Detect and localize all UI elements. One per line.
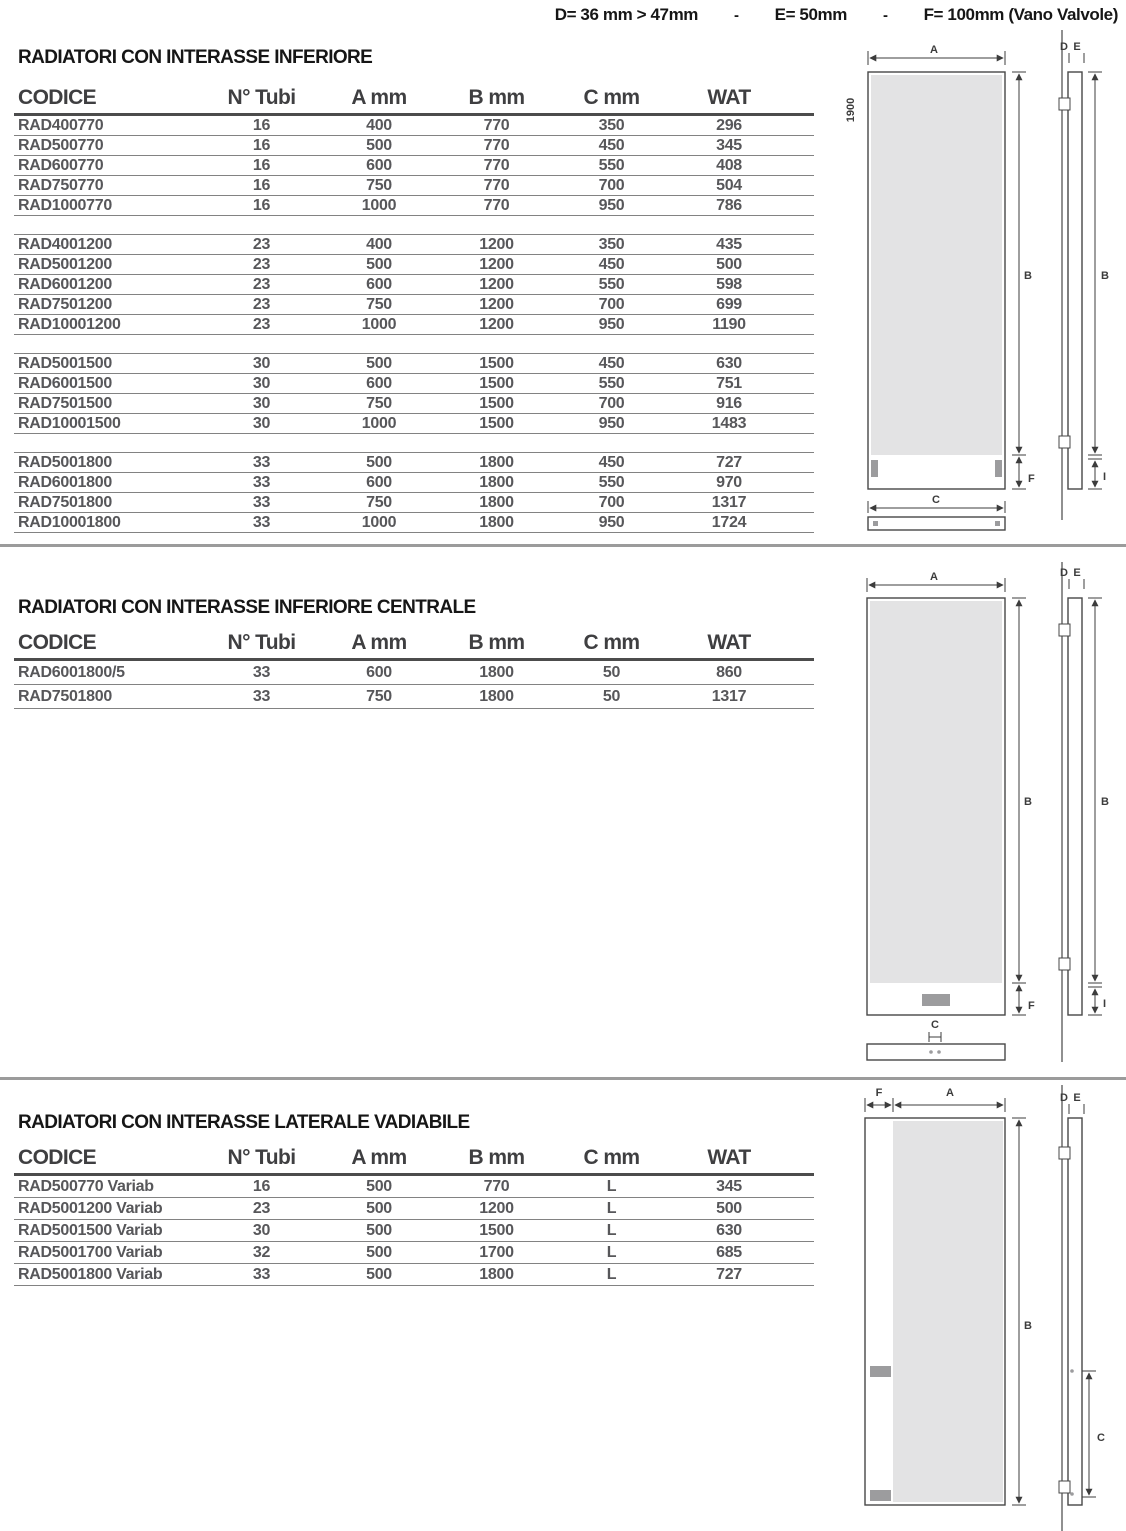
valve-connector-right (995, 460, 1002, 477)
value-cell: 500 (366, 255, 392, 273)
codice-cell: RAD10001800 (18, 513, 121, 531)
value-cell: 23 (252, 255, 271, 273)
label-c: C (931, 1019, 939, 1031)
value-cell: 1000 (361, 196, 397, 214)
value-cell: 30 (252, 1221, 271, 1239)
label-e: E (1073, 41, 1081, 53)
value-cell: 500 (716, 255, 742, 273)
value-cell: 550 (598, 275, 625, 293)
value-cell: 550 (598, 374, 625, 392)
value-cell: 1800 (479, 453, 514, 471)
value-cell: 16 (252, 156, 271, 174)
col-header-cmm: C mm (583, 86, 640, 109)
value-cell: 600 (366, 473, 392, 491)
value-cell: 1800 (479, 473, 514, 491)
col-header-amm: A mm (351, 86, 407, 109)
table-group (14, 661, 814, 709)
col-header-wat: WAT (707, 1146, 751, 1169)
col-header-bmm: B mm (468, 1146, 525, 1169)
value-cell: L (606, 1243, 617, 1261)
label-b-side: B (1101, 270, 1109, 282)
note-d-spec: D= 36 mm > 47mm (554, 5, 699, 24)
value-cell: 1200 (479, 255, 514, 273)
table-row (14, 136, 814, 156)
note-e-spec: E= 50mm (774, 5, 847, 24)
table-row (14, 1198, 814, 1220)
value-cell: L (606, 1221, 617, 1239)
side-view (1068, 72, 1082, 489)
bottom-connector-right (995, 521, 1000, 526)
codice-cell: RAD4001200 (18, 235, 112, 253)
value-cell: 16 (252, 196, 271, 214)
value-cell: 699 (716, 295, 742, 313)
value-cell: 1724 (711, 513, 747, 531)
table-group (14, 452, 814, 533)
table-row (14, 1242, 814, 1264)
value-cell: 500 (366, 354, 392, 372)
label-c: C (932, 494, 940, 506)
codice-cell: RAD6001200 (18, 275, 112, 293)
label-e: E (1073, 1092, 1081, 1104)
col-header-amm: A mm (351, 631, 407, 654)
value-cell: 50 (602, 663, 621, 681)
table-group (14, 116, 814, 216)
radiator-diagram-centrale (840, 558, 1126, 1070)
value-cell: 1500 (479, 374, 514, 392)
codice-cell: RAD5001800 (18, 453, 112, 471)
value-cell: 630 (716, 1221, 742, 1239)
codice-cell: RAD5001700 Variab (18, 1243, 163, 1261)
value-cell: 350 (598, 116, 625, 134)
table-row (14, 493, 814, 513)
value-cell: 1317 (711, 687, 747, 705)
section-title-inferiore: RADIATORI CON INTERASSE INFERIORE (18, 47, 373, 68)
codice-cell: RAD5001500 (18, 354, 112, 372)
value-cell: 750 (366, 394, 392, 412)
table-row (14, 414, 814, 434)
label-c: C (1097, 1432, 1105, 1444)
note-separator: - (734, 6, 739, 24)
col-header-cmm: C mm (583, 631, 640, 654)
table-row (14, 315, 814, 335)
table-header-laterale (14, 1143, 814, 1176)
label-f: F (1028, 1000, 1035, 1012)
value-cell: 33 (252, 473, 271, 491)
value-cell: 350 (598, 235, 625, 253)
col-header-wat: WAT (707, 86, 751, 109)
value-cell: 1700 (479, 1243, 514, 1261)
codice-cell: RAD7501800 (18, 493, 112, 511)
table-row (14, 513, 814, 533)
note-f-spec: F= 100mm (Vano Valvole) (923, 5, 1118, 24)
value-cell: 408 (716, 156, 742, 174)
valve-connector-lower (870, 1490, 891, 1501)
value-cell: 860 (716, 663, 742, 681)
value-cell: 950 (598, 414, 625, 432)
value-cell: 751 (716, 374, 742, 392)
codice-cell: RAD400770 (18, 116, 104, 134)
value-cell: 1200 (479, 275, 514, 293)
value-cell: 1200 (479, 1199, 514, 1217)
value-cell: 770 (483, 116, 510, 134)
label-b-front: B (1024, 796, 1032, 808)
value-cell: 30 (252, 354, 271, 372)
value-cell: 1200 (479, 295, 514, 313)
value-cell: 16 (252, 116, 271, 134)
wall-bracket-bottom (1059, 1481, 1070, 1493)
codice-cell: RAD600770 (18, 156, 104, 174)
radiator-panel (871, 75, 1002, 455)
table-row (14, 1264, 814, 1286)
value-cell: 700 (598, 394, 625, 412)
col-header-bmm: B mm (468, 86, 525, 109)
table-row (14, 1220, 814, 1242)
codice-cell: RAD10001500 (18, 414, 121, 432)
table-row (14, 235, 814, 255)
label-a: A (930, 571, 938, 583)
value-cell: 1500 (479, 414, 514, 432)
table-row (14, 295, 814, 315)
table-row (14, 661, 814, 685)
value-cell: 1800 (479, 663, 514, 681)
radiator-diagram-inferiore (840, 30, 1126, 545)
bottom-connector-left (873, 521, 878, 526)
value-cell: 32 (252, 1243, 271, 1261)
value-cell: 750 (366, 176, 392, 194)
codice-cell: RAD6001500 (18, 374, 112, 392)
value-cell: 727 (716, 453, 742, 471)
bottom-connector-central (937, 1050, 941, 1054)
value-cell: 1500 (479, 394, 514, 412)
value-cell: 435 (716, 235, 742, 253)
value-cell: 630 (716, 354, 742, 372)
label-b: B (1024, 1320, 1032, 1332)
value-cell: 1200 (479, 315, 514, 333)
value-cell: 700 (598, 493, 625, 511)
table-row (14, 374, 814, 394)
table-row (14, 275, 814, 295)
col-header-bmm: B mm (468, 631, 525, 654)
value-cell: 30 (252, 374, 271, 392)
table-body-centrale (14, 661, 814, 709)
value-cell: 1500 (479, 1221, 514, 1239)
value-cell: 33 (252, 687, 271, 705)
value-cell: 950 (598, 196, 625, 214)
side-view (1068, 1118, 1082, 1505)
value-cell: 770 (483, 1177, 510, 1195)
value-cell: 600 (366, 374, 392, 392)
value-cell: 50 (602, 687, 621, 705)
value-cell: 750 (366, 295, 392, 313)
table-row (14, 116, 814, 136)
value-cell: 500 (366, 1265, 392, 1283)
table-row (14, 685, 814, 709)
value-cell: 23 (252, 315, 271, 333)
value-cell: 16 (252, 136, 271, 154)
table-body-inferiore (14, 116, 814, 533)
value-cell: 1000 (361, 513, 397, 531)
value-cell: 1500 (479, 354, 514, 372)
codice-cell: RAD1000770 (18, 196, 112, 214)
label-e: E (1073, 567, 1081, 579)
value-cell: 1800 (479, 1265, 514, 1283)
value-cell: 23 (252, 1199, 271, 1217)
value-cell: 33 (252, 453, 271, 471)
valve-connector-upper (870, 1366, 891, 1377)
value-cell: 500 (366, 1199, 392, 1217)
value-cell: 500 (366, 453, 392, 471)
col-header-ntubi: N° Tubi (227, 631, 296, 654)
value-cell: 770 (483, 196, 510, 214)
value-cell: 1800 (479, 687, 514, 705)
value-cell: 770 (483, 156, 510, 174)
codice-cell: RAD10001200 (18, 315, 121, 333)
value-cell: 550 (598, 473, 625, 491)
codice-cell: RAD7501200 (18, 295, 112, 313)
bottom-view (868, 517, 1005, 530)
table-group (14, 353, 814, 434)
section-title-centrale: RADIATORI CON INTERASSE INFERIORE CENTRALE (18, 597, 476, 618)
label-f: F (875, 1087, 883, 1099)
codice-cell: RAD7501500 (18, 394, 112, 412)
codice-cell: RAD5001800 Variab (18, 1265, 163, 1283)
label-d: D (1060, 41, 1068, 53)
table-row (14, 196, 814, 216)
value-cell: 16 (252, 1177, 271, 1195)
value-cell: 786 (716, 196, 742, 214)
label-total-height: 1900 (845, 97, 857, 123)
value-cell: 23 (252, 235, 271, 253)
col-header-wat: WAT (707, 631, 751, 654)
value-cell: 600 (366, 156, 392, 174)
side-view (1068, 598, 1082, 1015)
value-cell: 970 (716, 473, 742, 491)
wall-bracket-bottom (1059, 958, 1070, 970)
codice-cell: RAD6001800 (18, 473, 112, 491)
value-cell: 1800 (479, 493, 514, 511)
value-cell: 1190 (712, 315, 746, 333)
value-cell: 296 (716, 116, 742, 134)
codice-cell: RAD5001200 (18, 255, 112, 273)
value-cell: 598 (716, 275, 742, 293)
codice-cell: RAD7501800 (18, 687, 112, 705)
value-cell: L (606, 1177, 617, 1195)
value-cell: 1000 (361, 414, 397, 432)
value-cell: 950 (598, 315, 625, 333)
value-cell: 33 (252, 1265, 271, 1283)
value-cell: 16 (252, 176, 271, 194)
codice-cell: RAD500770 Variab (18, 1177, 154, 1195)
table-body-laterale (14, 1176, 814, 1286)
value-cell: 450 (598, 354, 625, 372)
col-header-ntubi: N° Tubi (227, 86, 296, 109)
codice-cell: RAD750770 (18, 176, 104, 194)
label-d: D (1060, 1092, 1068, 1104)
label-i: I (1103, 998, 1107, 1010)
bottom-connector-central (929, 1050, 933, 1054)
table-row (14, 176, 814, 196)
value-cell: 600 (366, 275, 392, 293)
value-cell: 685 (716, 1243, 742, 1261)
table-row (14, 473, 814, 493)
value-cell: 30 (252, 414, 271, 432)
table-row (14, 255, 814, 275)
section-separator (0, 544, 1126, 547)
label-a: A (930, 44, 938, 56)
value-cell: L (606, 1199, 617, 1217)
table-row (14, 354, 814, 374)
value-cell: 550 (598, 156, 625, 174)
label-b-front: B (1024, 270, 1032, 282)
value-cell: 504 (716, 176, 742, 194)
value-cell: 450 (598, 136, 625, 154)
section-separator (0, 1077, 1126, 1080)
codice-cell: RAD500770 (18, 136, 104, 154)
value-cell: 500 (366, 1221, 392, 1239)
value-cell: 400 (366, 116, 392, 134)
bottom-view (867, 1044, 1005, 1060)
valve-connector-central (922, 994, 950, 1006)
value-cell: 770 (483, 176, 510, 194)
value-cell: 916 (716, 394, 742, 412)
col-header-ntubi: N° Tubi (227, 1146, 296, 1169)
value-cell: 750 (366, 687, 392, 705)
value-cell: 1483 (711, 414, 747, 432)
col-header-codice: CODICE (18, 1146, 97, 1169)
table-group (14, 1176, 814, 1286)
col-header-codice: CODICE (18, 631, 97, 654)
wall-bracket-bottom (1059, 436, 1070, 448)
table-row (14, 1176, 814, 1198)
table-header-centrale (14, 628, 814, 661)
value-cell: 600 (366, 663, 392, 681)
codice-cell: RAD6001800/5 (18, 663, 125, 681)
table-header-inferiore (14, 83, 814, 116)
label-a: A (946, 1087, 954, 1099)
label-b-side: B (1101, 796, 1109, 808)
table-row (14, 453, 814, 473)
value-cell: 500 (366, 136, 392, 154)
radiator-diagram-laterale (840, 1085, 1126, 1531)
value-cell: 33 (252, 663, 271, 681)
section-title-laterale: RADIATORI CON INTERASSE LATERALE VADIABILE (18, 1112, 470, 1133)
radiator-panel (870, 601, 1002, 983)
value-cell: 1200 (479, 235, 514, 253)
value-cell: 1800 (479, 513, 514, 531)
value-cell: 23 (252, 275, 271, 293)
table-row (14, 156, 814, 176)
value-cell: L (606, 1265, 617, 1283)
wall-bracket-top (1059, 624, 1070, 636)
value-cell: 500 (716, 1199, 742, 1217)
valve-connector-left (871, 460, 878, 477)
label-f: F (1028, 473, 1035, 485)
col-header-amm: A mm (351, 1146, 407, 1169)
codice-cell: RAD5001200 Variab (18, 1199, 163, 1217)
value-cell: 1317 (711, 493, 747, 511)
wall-bracket-top (1059, 98, 1070, 110)
value-cell: 400 (366, 235, 392, 253)
codice-cell: RAD5001500 Variab (18, 1221, 163, 1239)
value-cell: 750 (366, 493, 392, 511)
wall-bracket-top (1059, 1147, 1070, 1159)
radiator-panel (893, 1121, 1003, 1502)
value-cell: 33 (252, 493, 271, 511)
value-cell: 727 (716, 1265, 742, 1283)
value-cell: 700 (598, 176, 625, 194)
col-header-codice: CODICE (18, 86, 97, 109)
value-cell: 770 (483, 136, 510, 154)
dimension-note (555, 5, 1118, 25)
value-cell: 23 (252, 295, 271, 313)
label-d: D (1060, 567, 1068, 579)
value-cell: 30 (252, 394, 271, 412)
value-cell: 450 (598, 453, 625, 471)
value-cell: 1000 (361, 315, 397, 333)
note-separator: - (882, 6, 888, 24)
value-cell: 950 (598, 513, 625, 531)
side-connector-upper (1070, 1369, 1074, 1373)
table-row (14, 394, 814, 414)
value-cell: 345 (716, 136, 742, 154)
value-cell: 33 (252, 513, 271, 531)
value-cell: 450 (598, 255, 625, 273)
value-cell: 345 (716, 1177, 742, 1195)
value-cell: 500 (366, 1243, 392, 1261)
side-connector-lower (1070, 1492, 1074, 1496)
col-header-cmm: C mm (583, 1146, 640, 1169)
table-group (14, 234, 814, 335)
value-cell: 700 (598, 295, 625, 313)
value-cell: 500 (366, 1177, 392, 1195)
label-i: I (1103, 471, 1107, 483)
